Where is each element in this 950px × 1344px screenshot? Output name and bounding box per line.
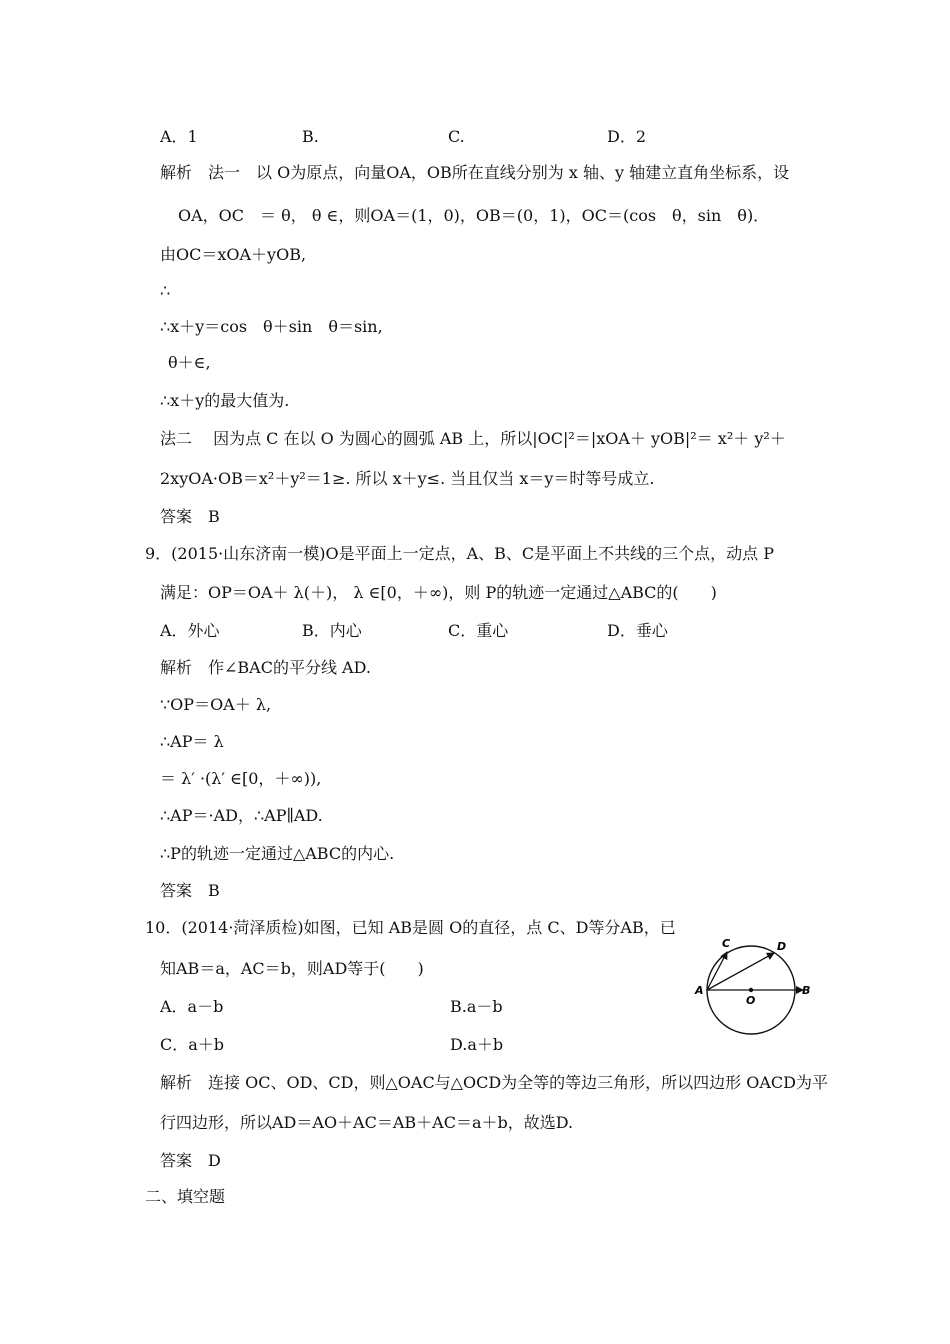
q8-option-a: A．1 — [160, 127, 198, 146]
q9-solution-line-2: ∵OP＝OA＋ λ, — [160, 695, 272, 714]
q8-option-b: B. — [302, 127, 319, 146]
label-d: D — [777, 940, 787, 953]
q8-solution-line-5: ∴x＋y＝cos θ＋sin θ＝sin, — [160, 317, 383, 336]
q9-option-d: D．垂心 — [607, 621, 668, 640]
q9-option-c: C．重心 — [448, 621, 509, 640]
label-a: A — [695, 984, 704, 997]
q9-solution-line-6: ∴P的轨迹一定通过△ABC的内心. — [160, 844, 395, 863]
q10-solution-line-2: 行四边形，所以AD＝AO＋AC＝AB＋AC＝a＋b，故选D. — [160, 1113, 574, 1132]
q10-stem-line-2: 知AB＝a，AC＝b，则AD等于( ) — [160, 959, 424, 978]
q8-solution-line-2: OA，OC ＝ θ， θ ∈，则OA＝(1，0)，OB＝(0，1)，OC＝(cos θ，sin θ)． — [178, 206, 770, 225]
q8-solution-line-8: 法二 因为点 C 在以 O 为圆心的圆弧 AB 上，所以|OC|²＝|xOA＋ yOB|²＝ x²＋ y²＋ — [160, 429, 786, 448]
q9-answer: 答案 B — [160, 881, 220, 900]
label-o: O — [746, 994, 756, 1007]
q8-solution-line-3: 由OC＝xOA＋yOB, — [160, 245, 307, 264]
q10-answer: 答案 D — [160, 1151, 221, 1170]
q8-solution-line-6: θ＋∈, — [168, 353, 211, 372]
q8-option-c: C. — [448, 127, 465, 146]
q8-answer: 答案 B — [160, 507, 220, 526]
q8-solution-line-9: 2xyOA·OB＝x²＋y²＝1≥. 所以 x＋y≤. 当且仅当 x＝y＝时等号成立. — [160, 469, 655, 488]
center-point — [749, 988, 753, 992]
label-c: C — [722, 937, 731, 950]
label-b: B — [802, 984, 811, 997]
section-heading: 二、填空题 — [145, 1187, 226, 1206]
q9-solution-line-4: ＝ λ′ ·(λ′ ∈[0，＋∞)), — [160, 769, 322, 788]
q10-option-c: C．a＋b — [160, 1035, 225, 1054]
q10-circle-figure — [690, 930, 820, 1040]
q10-solution-line-1: 解析 连接 OC、OD、CD，则△OAC与△OCD为全等的等边三角形，所以四边形 OACD为平 — [160, 1073, 829, 1092]
q9-stem-line-2: 满足：OP＝OA＋ λ(＋)， λ ∈[0，＋∞)，则 P的轨迹一定通过△ABC的( ) — [160, 583, 717, 602]
q9-option-a: A．外心 — [160, 621, 220, 640]
q10-stem-line-1: 10．(2014·菏泽质检)如图，已知 AB是圆 O的直径，点 C、D等分AB，已 — [145, 918, 676, 937]
q8-solution-line-4: ∴ — [160, 281, 171, 300]
q9-option-b: B．内心 — [302, 621, 362, 640]
q10-option-d: D.a＋b — [450, 1035, 504, 1054]
q8-solution-line-7: ∴x＋y的最大值为. — [160, 391, 290, 410]
q9-stem-line-1: 9．(2015·山东济南一模)O是平面上一定点，A、B、C是平面上不共线的三个点，动点 P — [145, 544, 774, 563]
q8-option-d: D．2 — [607, 127, 647, 146]
q9-solution-line-5: ∴AP＝·AD，∴AP∥AD. — [160, 806, 323, 825]
q9-solution-line-1: 解析 作∠BAC的平分线 AD. — [160, 658, 371, 677]
q9-solution-line-3: ∴AP＝ λ — [160, 732, 224, 751]
q10-option-b: B.a－b — [450, 997, 503, 1016]
q8-solution-line-1: 解析 法一 以 O为原点，向量OA，OB所在直线分别为 x 轴、y 轴建立直角坐标系，设 — [160, 163, 790, 182]
q10-option-a: A．a－b — [160, 997, 224, 1016]
